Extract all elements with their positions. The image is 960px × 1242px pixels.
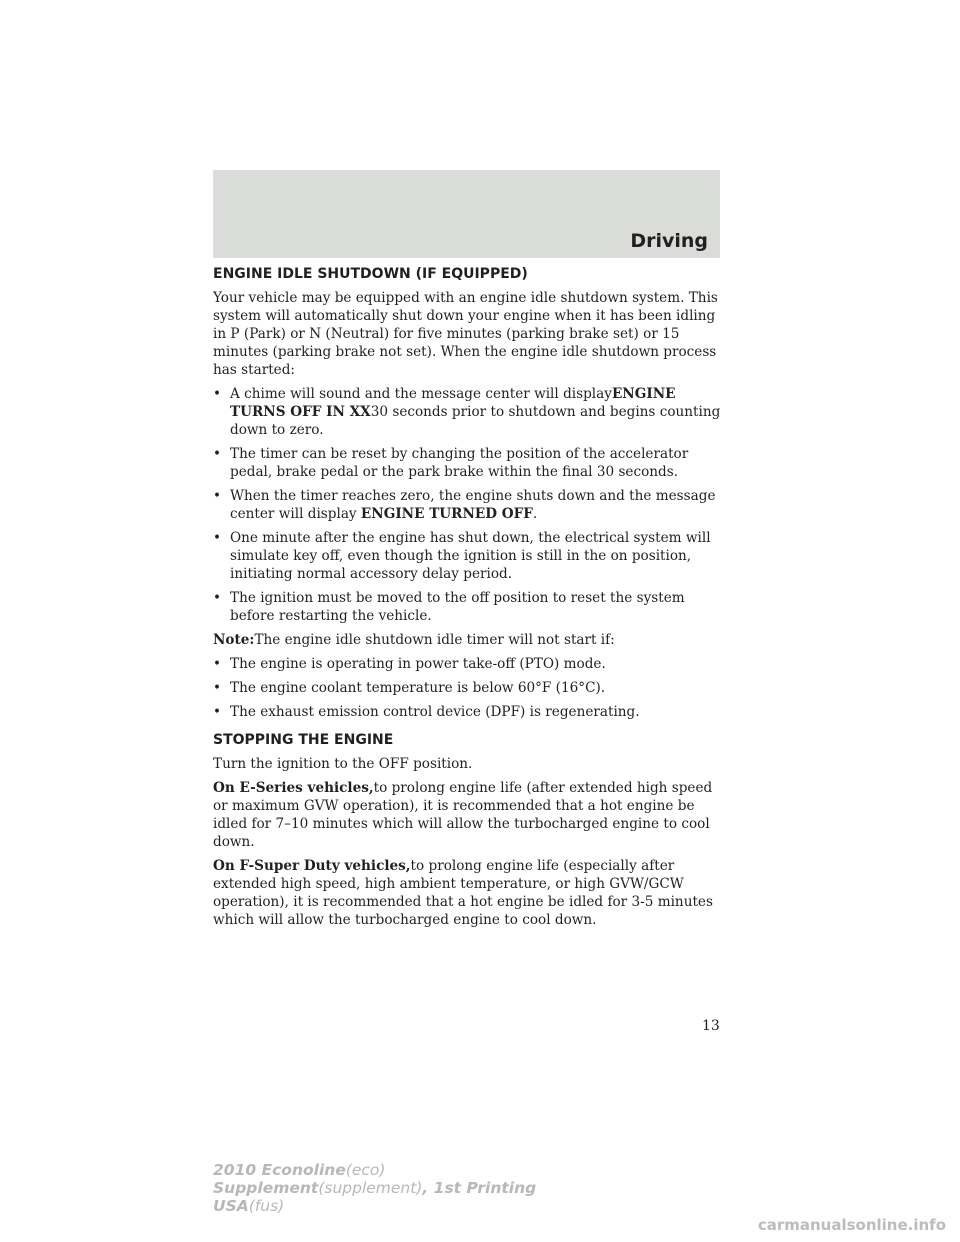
- bullet-icon: •: [213, 530, 222, 546]
- watermark: carmanualsonline.info: [757, 1216, 946, 1234]
- section-header-band: [213, 170, 720, 258]
- heading-engine-idle-shutdown: ENGINE IDLE SHUTDOWN (IF EQUIPPED): [213, 266, 528, 282]
- list-item: • The ignition must be moved to the off position to reset the system before restarting the vehicle.: [213, 590, 685, 624]
- section-title: Driving: [630, 230, 708, 252]
- list-item: • The exhaust emission control device (DPF) is regenerating.: [213, 704, 640, 720]
- bullet-icon: •: [213, 680, 222, 696]
- list-item: • The timer can be reset by changing the position of the accelerator pedal, brake pedal or the park brake within the final 30 seconds.: [213, 446, 689, 480]
- document-footer: [213, 1161, 536, 1215]
- footer-line-2: Supplement(supplement), 1st Printing: [213, 1179, 537, 1197]
- bullet-icon: •: [213, 704, 222, 720]
- page-content: [213, 265, 725, 935]
- stopping-intro: Turn the ignition to the OFF position.: [213, 756, 473, 772]
- bullet-icon: •: [213, 446, 222, 462]
- intro-paragraph: Your vehicle may be equipped with an engine idle shutdown system. This system will automatically shut down your engine when it has been idling in P (Park) or N (Neutral) for five minutes (parking brake set) or 15 minutes (parking brake not set). When the engine idle shutdown process has started:: [213, 290, 718, 378]
- e-series-paragraph: On E-Series vehicles,to prolong engine life (after extended high speed or maximum GVW operation), it is recommended that a hot engine be idled for 7–10 minutes which will allow the turbocharged engine to cool down.: [213, 780, 713, 850]
- list-item: • The engine coolant temperature is below 60°F (16°C).: [213, 680, 606, 696]
- e-series-lead: On E-Series vehicles,: [213, 780, 374, 796]
- bullet-icon: •: [213, 386, 222, 402]
- list-item: • When the timer reaches zero, the engine shuts down and the message center will display ENGINE TURNED OFF.: [213, 488, 716, 522]
- list-item: • The engine is operating in power take-off (PTO) mode.: [213, 656, 606, 672]
- list-item: • One minute after the engine has shut down, the electrical system will simulate key off, even though the ignition is still in the on position, initiating normal accessory delay period.: [213, 530, 711, 582]
- page-number: 13: [702, 1018, 720, 1034]
- note-paragraph: Note:The engine idle shutdown idle timer will not start if:: [213, 632, 615, 648]
- heading-stopping-the-engine: STOPPING THE ENGINE: [213, 732, 394, 748]
- bullet-icon: •: [213, 656, 222, 672]
- bullet-icon: •: [213, 590, 222, 606]
- shutdown-bullet-list: [213, 385, 725, 625]
- f-super-duty-lead: On F-Super Duty vehicles,: [213, 858, 411, 874]
- footer-line-3: USA(fus): [213, 1197, 285, 1215]
- bullet-icon: •: [213, 488, 222, 504]
- footer-line-1: 2010 Econoline(eco): [213, 1161, 386, 1179]
- message-engine-turns-off: ENGINE TURNS OFF IN XX: [230, 386, 676, 420]
- f-super-duty-paragraph: On F-Super Duty vehicles,to prolong engine life (especially after extended high speed, high ambient temperature, or high GVW/GCW operation), it is recommended that a hot engine be idled for 3-5 minutes which will allow the turbocharged engine to cool down.: [213, 858, 713, 928]
- list-item: • A chime will sound and the message center will displayENGINE TURNS OFF IN XX30 seconds prior to shutdown and begins counting down to zero.: [213, 386, 721, 438]
- message-engine-turned-off: ENGINE TURNED OFF: [360, 506, 533, 522]
- note-label: Note:: [213, 632, 255, 648]
- note-bullet-list: [213, 655, 725, 721]
